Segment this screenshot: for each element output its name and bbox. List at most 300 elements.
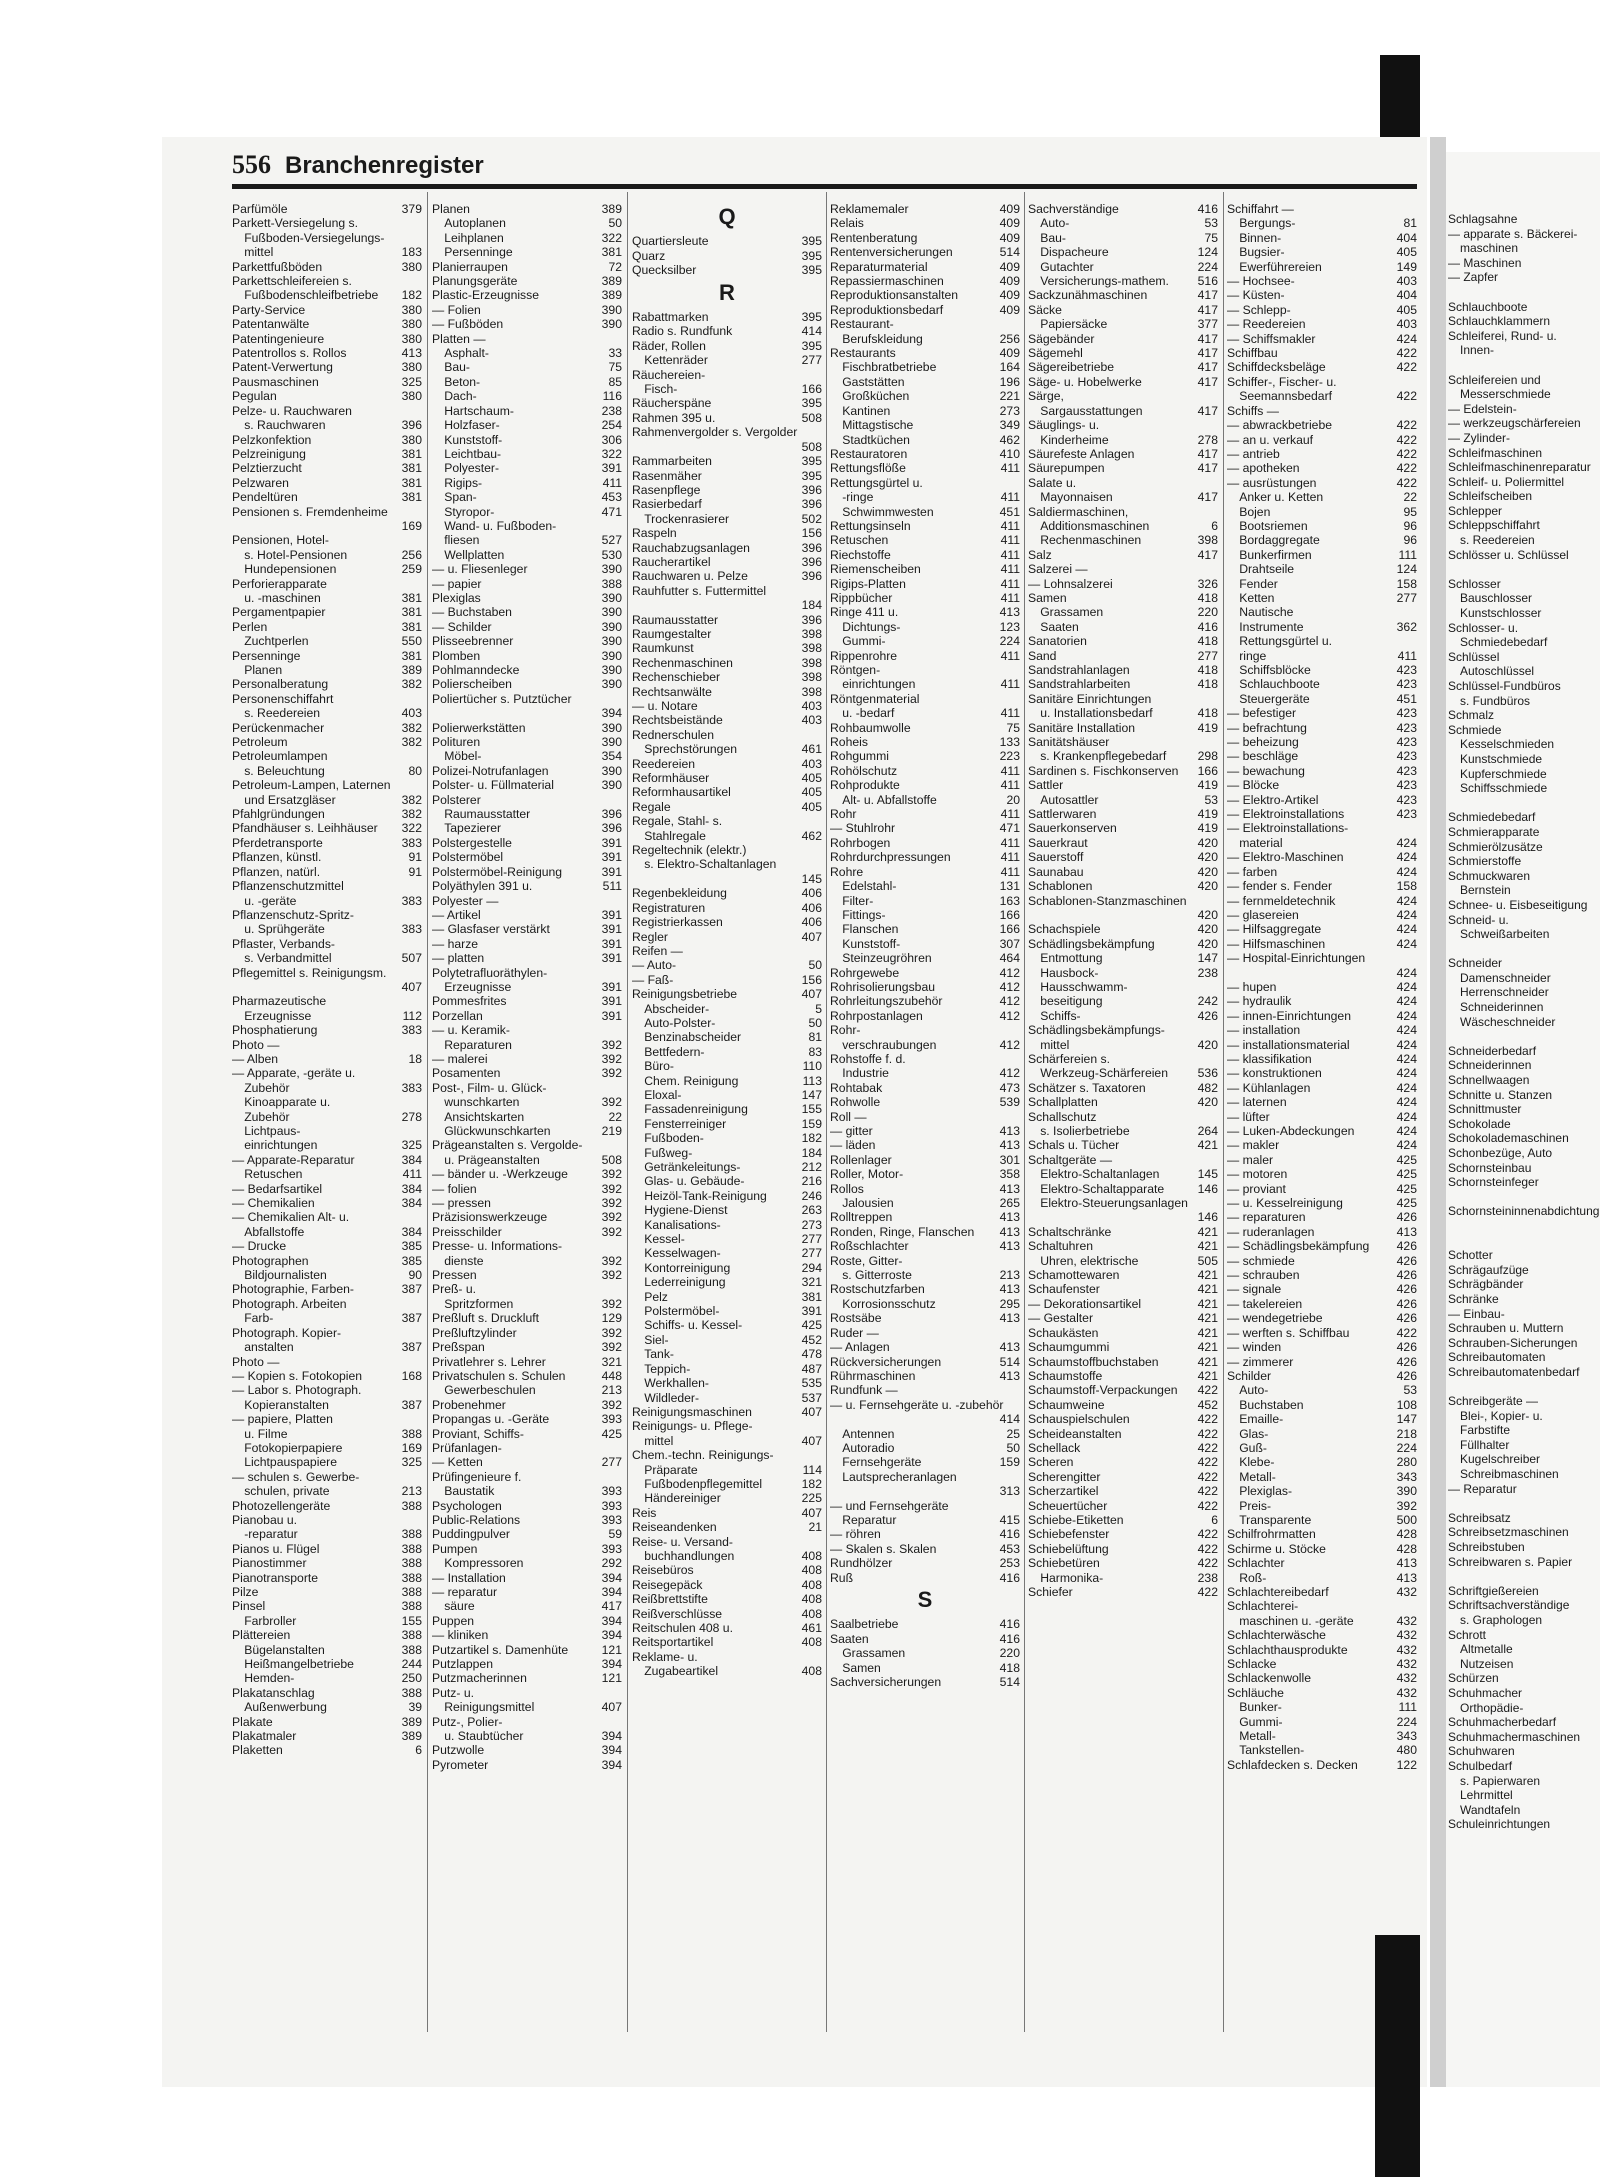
index-entry — [432, 360, 622, 374]
entry-page-number: 392 — [601, 1224, 622, 1239]
entry-term: Fußweg- — [632, 1145, 693, 1160]
right-page-entry: Schlepper — [1448, 503, 1503, 518]
entry-page-number: 388 — [401, 1599, 422, 1614]
index-entry — [1227, 706, 1417, 720]
index-entry — [830, 1268, 1020, 1282]
entry-term: Polstermöbel- — [632, 1304, 720, 1319]
entry-term: Auto-Polster- — [632, 1015, 716, 1030]
entry-page-number: 416 — [999, 1570, 1020, 1585]
right-page-entry: Schlauchboote — [1448, 299, 1528, 314]
entry-page-number — [618, 692, 622, 706]
entry-page-number: 411 — [1000, 864, 1020, 879]
entry-page-number: 133 — [999, 735, 1020, 750]
entry-term: — schulen s. Gewerbe- — [232, 1469, 360, 1484]
entry-page-number: 452 — [801, 1332, 822, 1347]
index-entry — [632, 1477, 822, 1491]
index-entry — [232, 663, 422, 677]
index-entry — [1227, 1455, 1417, 1469]
entry-term: — zimmerer — [1227, 1354, 1294, 1369]
entry-page-number: 295 — [999, 1296, 1020, 1311]
entry-page-number: 411 — [1000, 778, 1020, 793]
index-entry — [1227, 1254, 1417, 1268]
entry-page-number: 418 — [999, 1660, 1020, 1675]
index-entry — [1028, 850, 1218, 864]
entry-term: — pressen — [432, 1196, 491, 1211]
index-entry — [632, 800, 822, 814]
index-entry — [1028, 389, 1218, 403]
index-entry — [632, 249, 822, 263]
index-entry — [1227, 332, 1417, 346]
index-entry — [432, 1369, 622, 1383]
entry-page-number — [818, 1419, 822, 1433]
entry-term: — abwrackbetriebe — [1227, 418, 1332, 433]
entry-term: Rohölschutz — [830, 763, 898, 778]
entry-term: Putzartikel s. Damenhüte — [432, 1642, 569, 1657]
right-page-entry: Schleifscheiben — [1448, 489, 1533, 504]
entry-term: Kessel- — [632, 1232, 685, 1247]
entry-page-number: 432 — [1396, 1628, 1417, 1643]
index-entry — [232, 519, 422, 533]
entry-page-number — [1016, 663, 1020, 677]
entry-page-number: 113 — [802, 1073, 822, 1088]
entry-page-number: 417 — [1197, 490, 1218, 505]
entry-page-number: 527 — [601, 533, 622, 548]
entry-term: ringe — [1227, 648, 1267, 663]
entry-term: Planen — [432, 202, 470, 216]
index-entry — [232, 980, 422, 994]
entry-term: Lichtpaus- — [232, 1124, 301, 1138]
index-entry — [1227, 1542, 1417, 1556]
index-entry — [1227, 577, 1417, 591]
index-entry — [232, 692, 422, 706]
entry-page-number: 388 — [401, 1570, 422, 1585]
index-entry — [432, 1340, 622, 1354]
entry-term: — schmiede — [1227, 1253, 1295, 1268]
entry-term: — fernmeldetechnik — [1227, 893, 1336, 908]
entry-term: Proviant, Schiffs- — [432, 1426, 524, 1441]
index-entry — [232, 1743, 422, 1757]
entry-term: Rundhölzer — [830, 1556, 893, 1571]
entry-term: Gewerbeschulen — [432, 1383, 536, 1398]
index-entry — [632, 713, 822, 727]
index-entry — [1028, 937, 1218, 951]
entry-page-number: 423 — [1396, 677, 1417, 692]
entry-page-number: 422 — [1197, 1541, 1218, 1556]
entry-page-number: 405 — [1396, 302, 1417, 317]
entry-term: Public-Relations — [432, 1512, 521, 1527]
entry-term: Roste, Gitter- — [830, 1253, 903, 1268]
entry-page-number: 514 — [999, 245, 1020, 260]
index-entry — [1028, 1455, 1218, 1469]
entry-page-number — [1016, 1254, 1020, 1268]
entry-page-number: 321 — [601, 1354, 622, 1369]
entry-term: Reklamemaler — [830, 202, 909, 216]
index-entry — [830, 1383, 1020, 1397]
index-entry — [632, 1635, 822, 1649]
index-entry — [1028, 649, 1218, 663]
right-page-entry: Kesselschmieden — [1448, 737, 1555, 752]
entry-page-number: 219 — [601, 1124, 622, 1138]
entry-page-number: 432 — [1396, 1642, 1417, 1657]
entry-page-number — [1413, 951, 1417, 965]
entry-term: Schlachthausprodukte — [1227, 1642, 1348, 1657]
entry-page-number: 422 — [1197, 1412, 1218, 1427]
index-entry — [232, 1268, 422, 1282]
index-entry — [232, 591, 422, 605]
entry-page-number: 147 — [1197, 951, 1218, 966]
index-entry — [632, 656, 822, 670]
index-entry — [232, 634, 422, 648]
entry-page-number: 213 — [601, 1383, 622, 1398]
index-entry — [232, 649, 422, 663]
entry-page-number — [418, 404, 422, 418]
right-page-entry: Schrägaufzüge — [1448, 1262, 1529, 1277]
entry-page-number: 428 — [1396, 1541, 1417, 1556]
entry-page-number: 420 — [1197, 1095, 1218, 1110]
index-entry — [232, 1686, 422, 1700]
entry-term: Schlafdecken s. Decken — [1227, 1757, 1358, 1772]
index-entry — [830, 620, 1020, 634]
entry-term: Reedereien — [632, 756, 696, 771]
entry-term: Auto- — [1028, 216, 1070, 231]
right-page-entry: Schnellwaagen — [1448, 1073, 1530, 1088]
entry-page-number: 238 — [1197, 1570, 1218, 1585]
entry-page-number: 381 — [401, 619, 422, 634]
entry-page-number — [418, 994, 422, 1008]
entry-page-number: 411 — [1000, 590, 1020, 605]
entry-page-number: 277 — [601, 1455, 622, 1470]
entry-page-number: 452 — [1197, 1397, 1218, 1412]
entry-page-number: 422 — [1197, 1527, 1218, 1542]
entry-page-number — [818, 584, 822, 598]
entry-term: Wellplatten — [432, 547, 505, 562]
entry-term: Pflanzen, künstl. — [232, 850, 322, 865]
entry-page-number: 388 — [601, 576, 622, 591]
entry-term: — Schädlingsbekämpfung — [1227, 1239, 1370, 1254]
entry-term: Schellack — [1028, 1440, 1081, 1455]
entry-page-number: 384 — [401, 1152, 422, 1167]
entry-page-number: 216 — [801, 1174, 822, 1189]
entry-term: Schlacke — [1227, 1657, 1277, 1672]
entry-page-number: 392 — [601, 1397, 622, 1412]
index-entry — [632, 670, 822, 684]
entry-page-number: 322 — [401, 821, 422, 836]
entry-page-number: 508 — [801, 410, 822, 425]
entry-term: Plättereien — [232, 1628, 291, 1643]
index-entry — [830, 966, 1020, 980]
entry-term: Puddingpulver — [432, 1527, 510, 1542]
index-entry — [1227, 1743, 1417, 1757]
entry-term: Parkett-Versiegelung s. — [232, 216, 359, 231]
entry-page-number: 156 — [801, 526, 822, 541]
entry-page-number: 377 — [1197, 317, 1218, 332]
entry-page-number — [418, 1038, 422, 1052]
entry-term: — Gestalter — [1028, 1311, 1094, 1326]
index-entry — [830, 490, 1020, 504]
entry-term: — Hilfsaggregate — [1227, 922, 1322, 937]
right-page-entry: s. Reedereien — [1448, 533, 1535, 548]
right-page-entry: Bauschlosser — [1448, 591, 1533, 606]
entry-page-number: 411 — [1000, 677, 1020, 692]
index-entry — [1227, 433, 1417, 447]
index-entry — [1227, 1282, 1417, 1296]
entry-page-number: 422 — [1197, 1426, 1218, 1441]
entry-page-number: 246 — [801, 1188, 822, 1203]
entry-page-number: 411 — [1000, 576, 1020, 591]
entry-term: Polyester — — [432, 893, 499, 908]
index-entry — [232, 966, 422, 980]
entry-page-number: 394 — [601, 1757, 622, 1772]
index-entry — [632, 973, 822, 987]
entry-term: Reisegepäck — [632, 1577, 703, 1592]
entry-page-number — [618, 332, 622, 346]
entry-term: Polizei-Notrufanlagen — [432, 763, 549, 778]
entry-term: Rammarbeiten — [632, 454, 712, 469]
right-page-entry: Damenschneider — [1448, 970, 1551, 985]
entry-page-number — [1214, 980, 1218, 994]
right-page-entry: Schrott — [1448, 1627, 1487, 1642]
index-entry — [632, 699, 822, 713]
entry-page-number — [618, 1081, 622, 1095]
entry-term: Relais — [830, 216, 864, 231]
entry-term: Plexiglas — [432, 590, 481, 605]
right-page-entry: Messerschmiede — [1448, 387, 1551, 402]
entry-term: s. Elektro-Schaltanlagen — [632, 857, 777, 872]
index-entry — [1028, 1196, 1218, 1210]
right-page-entry: Schrauben-Sicherungen — [1448, 1335, 1578, 1350]
entry-term: Schiebefenster — [1028, 1527, 1110, 1542]
index-entry — [432, 1268, 622, 1282]
entry-page-number: 424 — [1396, 1066, 1417, 1081]
entry-page-number — [1413, 821, 1417, 835]
entry-term: Fußbodenpflegemittel — [632, 1476, 763, 1491]
entry-term: Pflanzenschutzmittel — [232, 879, 344, 894]
index-entry — [632, 1621, 822, 1635]
entry-term: — takelereien — [1227, 1296, 1303, 1311]
entry-term: Grassamen — [830, 1646, 906, 1661]
entry-term: Kunststoff- — [830, 936, 901, 951]
entry-page-number: 424 — [1396, 1138, 1417, 1153]
index-entry — [1028, 778, 1218, 792]
entry-page-number — [418, 216, 422, 230]
index-entry — [830, 721, 1020, 735]
index-entry — [432, 1599, 622, 1613]
entry-term: Regale — [632, 799, 671, 814]
index-entry — [432, 1081, 622, 1095]
entry-page-number: 407 — [801, 987, 822, 1002]
entry-term: Heißmangelbetriebe — [232, 1657, 354, 1672]
entry-term: — Stuhlrohr — [830, 821, 896, 836]
index-entry — [1227, 649, 1417, 663]
entry-page-number: 420 — [1197, 879, 1218, 894]
entry-term: Scherzartikel — [1028, 1484, 1099, 1499]
entry-term: Sattlerwaren — [1028, 807, 1097, 822]
entry-page-number: 408 — [801, 1606, 822, 1621]
index-entry — [432, 1571, 622, 1585]
entry-term: Heizöl-Tank-Reinigung — [632, 1188, 767, 1203]
index-entry — [1227, 461, 1417, 475]
index-entry — [432, 1153, 622, 1167]
entry-term: -reparatur — [232, 1527, 298, 1542]
entry-page-number — [1214, 1110, 1218, 1124]
entry-page-number: 419 — [1197, 778, 1218, 793]
index-entry — [1227, 591, 1417, 605]
entry-page-number — [418, 1383, 422, 1397]
index-entry — [232, 418, 422, 432]
entry-term: — Alben — [232, 1051, 279, 1066]
index-entry — [1028, 1239, 1218, 1253]
index-entry — [432, 490, 622, 504]
entry-term: — hupen — [1227, 979, 1277, 994]
entry-page-number: 418 — [1197, 663, 1218, 677]
index-entry — [432, 404, 622, 418]
entry-page-number: 96 — [1403, 518, 1417, 533]
entry-page-number: 424 — [1396, 1037, 1417, 1052]
column-divider — [1223, 192, 1224, 2032]
entry-page-number: 292 — [601, 1556, 622, 1571]
entry-page-number: 425 — [1396, 1196, 1417, 1211]
entry-page-number: 325 — [401, 1138, 422, 1153]
entry-page-number: 390 — [601, 720, 622, 735]
index-entry — [1028, 749, 1218, 763]
entry-term: Röntgenmaterial — [830, 691, 920, 706]
index-entry — [1028, 1110, 1218, 1124]
entry-term: Rettungsflöße — [830, 461, 906, 476]
entry-term: Edelstahl- — [830, 879, 897, 894]
right-page-entry: Schrauben u. Muttern — [1448, 1321, 1564, 1336]
entry-term: Ewerführereien — [1227, 259, 1322, 274]
index-entry — [632, 1448, 822, 1462]
entry-page-number: 294 — [801, 1260, 822, 1275]
right-page-entry: — werkzeugschärfereien — [1448, 416, 1581, 431]
entry-page-number: 81 — [808, 1030, 822, 1045]
entry-page-number: 413 — [999, 1181, 1020, 1196]
index-entry — [1227, 505, 1417, 519]
index-entry — [1227, 1110, 1417, 1124]
index-entry — [232, 303, 422, 317]
entry-term: Seemannsbedarf — [1227, 389, 1333, 404]
entry-page-number: 394 — [601, 1729, 622, 1744]
entry-term: Privatschulen s. Schulen — [432, 1368, 566, 1383]
index-entry — [432, 1009, 622, 1023]
entry-term: Büro- — [632, 1059, 674, 1074]
entry-term: Schlachtereibedarf — [1227, 1585, 1329, 1599]
right-page-entry: Autoschlüssel — [1448, 664, 1535, 679]
entry-term: mittel — [232, 245, 274, 260]
index-entry — [1227, 519, 1417, 533]
entry-page-number — [418, 1066, 422, 1080]
index-entry — [232, 1282, 422, 1296]
entry-page-number: 307 — [999, 936, 1020, 951]
entry-page-number: 420 — [1197, 864, 1218, 879]
entry-page-number: 166 — [999, 922, 1020, 937]
entry-term: — u. Notare — [632, 699, 698, 713]
index-entry — [830, 663, 1020, 677]
entry-page-number: 422 — [1197, 1585, 1218, 1599]
index-entry — [232, 865, 422, 879]
entry-page-number — [418, 778, 422, 792]
entry-term: Additionsmaschinen — [1028, 518, 1150, 533]
entry-term: Prägeanstalten s. Vergolde- — [432, 1138, 583, 1153]
entry-term: Bildjournalisten — [232, 1268, 327, 1283]
right-page-entry — [1448, 1219, 1598, 1234]
index-entry — [432, 231, 622, 245]
index-entry — [1227, 1153, 1417, 1167]
index-entry — [232, 1542, 422, 1556]
entry-term: — ausrüstungen — [1227, 475, 1317, 490]
entry-page-number: 124 — [1396, 562, 1417, 577]
entry-term: Polituren — [432, 735, 481, 750]
right-page-entry: Schrägbänder — [1448, 1277, 1524, 1292]
entry-term: Rohrisolierungsbau — [830, 979, 936, 994]
entry-term: Rohrleitungszubehör — [830, 994, 943, 1009]
entry-term: Glückwunschkarten — [432, 1124, 551, 1138]
entry-term: Leichtbau- — [432, 446, 502, 461]
entry-page-number: 395 — [801, 468, 822, 483]
entry-term: Fernsehgeräte — [830, 1455, 922, 1470]
entry-page-number: 91 — [408, 864, 422, 879]
entry-term: Schablonen — [1028, 879, 1093, 894]
index-entry — [1028, 1542, 1218, 1556]
entry-page-number — [818, 1650, 822, 1664]
entry-page-number: 426 — [1396, 1268, 1417, 1283]
right-page-entry: Schneider — [1448, 956, 1503, 971]
entry-term: Pendeltüren — [232, 490, 298, 505]
entry-page-number: 418 — [1197, 677, 1218, 692]
entry-term: Autosattler — [1028, 792, 1099, 807]
index-entry — [232, 807, 422, 821]
entry-term: Persenninge — [432, 245, 513, 260]
index-entry — [432, 850, 622, 864]
index-entry — [1028, 994, 1218, 1008]
index-entry — [232, 433, 422, 447]
right-page-entry: Schornsteinfeger — [1448, 1175, 1539, 1190]
index-entry — [232, 1182, 422, 1196]
index-entry — [1028, 605, 1218, 619]
entry-page-number: 391 — [601, 936, 622, 951]
index-entry — [1227, 1297, 1417, 1311]
entry-page-number: 381 — [401, 605, 422, 620]
entry-page-number: 422 — [1396, 418, 1417, 433]
entry-term: Alt- u. Abfallstoffe — [830, 792, 937, 807]
entry-page-number: 388 — [401, 1527, 422, 1542]
index-entry — [1227, 1628, 1417, 1642]
entry-term: Rechtsbeistände — [632, 713, 723, 728]
entry-term: Reproduktionsbedarf — [830, 302, 944, 317]
entry-page-number: 408 — [801, 1592, 822, 1607]
entry-page-number: 383 — [401, 893, 422, 908]
entry-page-number: 507 — [401, 951, 422, 966]
entry-page-number: 423 — [1396, 720, 1417, 735]
entry-page-number: 116 — [602, 389, 622, 404]
right-page-entry: Schleifmaschinenreparatur — [1448, 460, 1591, 475]
index-entry — [830, 1167, 1020, 1181]
index-entry — [232, 1138, 422, 1152]
entry-page-number: 6 — [1211, 518, 1218, 533]
entry-term: Schlachterwäsche — [1227, 1628, 1326, 1643]
index-entry — [632, 1491, 822, 1505]
entry-term: — motoren — [1227, 1167, 1288, 1182]
right-page-entry: Schokolademaschinen — [1448, 1131, 1569, 1146]
index-entry — [1227, 317, 1417, 331]
entry-term: Metall- — [1227, 1469, 1276, 1484]
entry-term: Berufskleidung — [830, 331, 923, 346]
index-entry — [232, 216, 422, 230]
entry-page-number: 391 — [601, 951, 622, 966]
entry-page-number: 379 — [401, 202, 422, 216]
entry-page-number: 421 — [1197, 1368, 1218, 1383]
entry-term: — innen-Einrichtungen — [1227, 1008, 1351, 1023]
